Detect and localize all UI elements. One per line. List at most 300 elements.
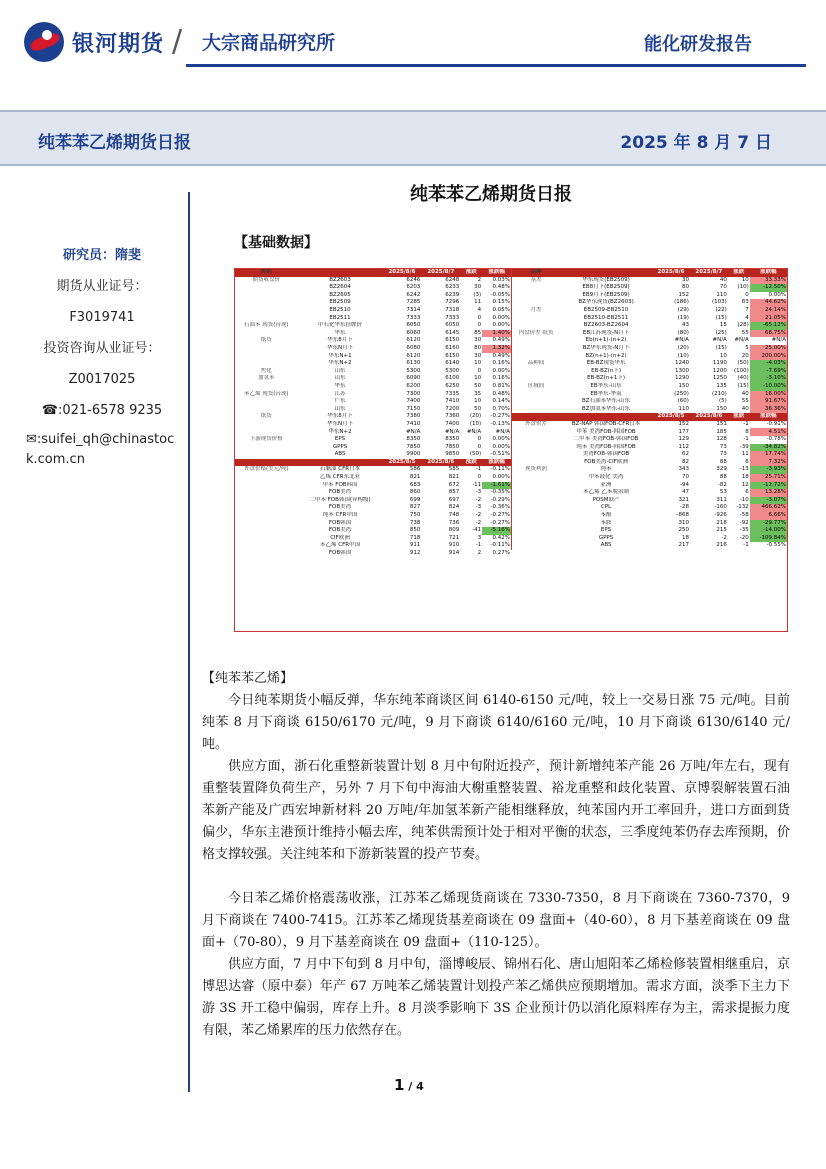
table-cell: 736	[448, 519, 460, 526]
table-cell: 0.00%	[492, 367, 510, 374]
table-row	[512, 383, 787, 391]
table-cell: 8	[745, 428, 749, 435]
table-cell: 80	[681, 284, 689, 291]
table-cell: 华东N+2	[328, 360, 352, 367]
table-cell: 850	[409, 527, 421, 534]
paragraph-bz-price: 今日纯苯期货小幅反弹，华东纯苯商谈区间 6140-6150 元/吨，较上一交易日涨 75 元/吨。目前纯苯 8 月下商谈 6150/6170 元/吨，9 月下商谈 6140/6160 元/吨，10 月下商谈 6130/6140 元/吨。	[202, 693, 790, 752]
table-cell: EB2509	[329, 299, 351, 306]
table-cell: 914	[448, 550, 460, 557]
table-cell: EB9月下(EB2509)	[582, 291, 630, 298]
table-cell: 218	[716, 519, 727, 526]
table-header-row	[512, 269, 787, 277]
table-cell: 30	[474, 352, 482, 359]
table-cell: POSM联产	[592, 496, 620, 503]
table-cell: 152	[678, 420, 689, 427]
table-cell: 6120	[406, 337, 421, 344]
table-cell: EB-BZ(n+1下)	[587, 375, 626, 382]
table-cell: 外盘价格(美元/吨)	[243, 466, 289, 473]
table-cell: 6140	[445, 360, 460, 367]
table-cell: 0.00%	[492, 474, 510, 481]
table-cell	[512, 428, 560, 436]
table-cell: 0	[745, 291, 749, 298]
table-cell: 6050	[445, 322, 460, 329]
table-cell: -926	[714, 512, 727, 519]
table-cell: 2025/8/6	[383, 269, 422, 277]
table-cell: 25.71%	[750, 474, 787, 482]
table-row	[512, 535, 787, 543]
table-row	[512, 284, 787, 292]
table-cell: -94	[679, 481, 689, 488]
table-cell	[235, 497, 298, 505]
table-cell: BZ石油苯华东-山东	[582, 398, 631, 405]
table-cell: 7300	[406, 390, 421, 397]
table-cell: 7150	[406, 405, 421, 412]
table-cell	[512, 284, 560, 292]
table-cell	[512, 413, 560, 421]
table-row	[512, 353, 787, 361]
table-cell: 华东N月下	[326, 344, 354, 351]
table-cell: -65.12%	[750, 322, 787, 330]
table-row	[235, 527, 511, 535]
table-cell: 苯乙烯 CFR中国	[320, 542, 361, 549]
table-cell: 860	[409, 489, 421, 496]
table-cell: 6246	[406, 276, 421, 283]
table-cell: BZ(n+1)-(n+2)	[585, 352, 627, 359]
table-cell: (25)	[715, 329, 727, 336]
table-cell: 215	[716, 527, 727, 534]
table-cell	[298, 459, 383, 467]
table-cell: 150	[716, 405, 727, 412]
table-row	[512, 292, 787, 300]
department-name: 能化研发报告	[644, 34, 752, 55]
table-cell: 7.32%	[750, 459, 787, 467]
table-cell: 10	[474, 375, 482, 382]
table-row	[512, 504, 787, 512]
table-row	[512, 315, 787, 323]
table-cell: 6	[745, 489, 749, 496]
table-cell: 343	[678, 466, 689, 473]
table-cell: 5300	[406, 367, 421, 374]
table-cell	[235, 550, 298, 558]
table-cell: 6090	[406, 375, 421, 382]
table-header-row	[235, 459, 511, 467]
table-cell: 0.42%	[492, 534, 510, 541]
table-cell: 7	[745, 307, 749, 314]
table-cell: 9900	[406, 451, 421, 458]
table-cell: 82	[681, 458, 689, 465]
table-cell: FOB美湾	[328, 527, 352, 534]
table-row	[235, 391, 511, 399]
table-cell: 华东N月下	[326, 420, 354, 427]
table-cell: 山东	[334, 405, 346, 412]
table-cell: #N/A	[466, 428, 482, 435]
table-cell: -0.27%	[490, 413, 510, 420]
institute-name: 大宗商品研究所	[202, 32, 336, 54]
researcher-name: 研究员：隋斐	[62, 248, 141, 263]
table-cell: BZ2604	[329, 284, 351, 291]
table-cell	[512, 322, 560, 330]
table-cell	[512, 398, 560, 406]
table-cell: -109.84%	[750, 535, 787, 543]
table-cell: 涨跌幅	[482, 459, 511, 467]
table-cell: 华东N+1	[328, 352, 352, 359]
section-bz-heading: 【纯苯苯乙烯】	[202, 671, 294, 686]
table-cell: 16.00%	[750, 391, 787, 399]
table-cell: 6160	[445, 344, 460, 351]
table-cell: 47	[681, 489, 689, 496]
table-cell	[512, 474, 560, 482]
table-row	[235, 466, 511, 474]
table-cell	[512, 444, 560, 452]
table-cell: EB2510-EB2511	[583, 314, 629, 321]
table-cell: 乙烯 CFR东北亚	[320, 474, 361, 481]
table-cell: 36.36%	[750, 406, 787, 414]
table-cell: -10.00%	[750, 383, 787, 391]
table-cell: 纯苯 CFR中国	[322, 512, 358, 519]
table-cell: 涨跌	[728, 413, 750, 421]
table-cell: 4	[745, 314, 749, 321]
table-row	[235, 315, 511, 323]
table-cell: 748	[448, 512, 460, 519]
table-cell: -5.16%	[482, 527, 511, 535]
table-cell	[512, 353, 560, 361]
table-cell: -2	[475, 496, 482, 503]
table-right	[511, 269, 787, 550]
table-cell: 涨跌	[728, 269, 750, 277]
table-cell: 0	[477, 436, 482, 443]
table-cell: 10	[474, 398, 482, 405]
basic-data-table	[234, 268, 788, 632]
table-cell: 70	[681, 474, 689, 481]
table-cell: EB江苏现货-N月下	[582, 329, 630, 336]
table-cell: 6248	[445, 276, 460, 283]
table-cell: 现货利润	[525, 466, 548, 473]
table-cell: 区域间	[527, 382, 545, 389]
table-cell: 0.16%	[492, 360, 510, 367]
table-cell: 150	[678, 382, 689, 389]
table-cell: 7410	[445, 398, 460, 405]
table-cell: 下游现货价格	[249, 436, 283, 443]
table-cell: -0.11%	[490, 542, 510, 549]
table-cell	[235, 360, 298, 368]
table-cell: 17.74%	[750, 451, 787, 459]
table-row	[235, 444, 511, 452]
table-cell: 6239	[445, 291, 460, 298]
table-row	[235, 504, 511, 512]
table-cell: -7.69%	[750, 368, 787, 376]
table-cell	[235, 345, 298, 353]
table-cell: 7410	[406, 420, 421, 427]
table-cell: -20	[739, 534, 749, 541]
table-cell: 85	[474, 329, 482, 336]
cert-label: 期货从业证号：	[56, 279, 148, 294]
table-row	[235, 299, 511, 307]
table-cell: 2025/8/7	[421, 269, 460, 277]
table-row	[512, 497, 787, 505]
table-cell: -0.05%	[490, 291, 510, 298]
table-cell	[235, 474, 298, 482]
table-cell: (19)	[677, 314, 689, 321]
table-cell: 纯苯 美湾FOB-韩国FOB	[576, 443, 636, 450]
table-cell: 华东现货(EB2509)	[582, 276, 630, 283]
table-cell	[235, 527, 298, 535]
table-row	[512, 489, 787, 497]
table-cell: 美湾FOB-韩国FOB	[582, 451, 630, 458]
table-cell: -1	[475, 542, 482, 549]
table-cell: -92	[739, 519, 749, 526]
table-row	[235, 413, 511, 421]
table-cell: 809	[448, 527, 460, 534]
table-cell: 纸货	[260, 337, 272, 344]
table-cell: (10)	[737, 284, 749, 291]
table-cell: -1.61%	[482, 482, 511, 490]
table-cell: 0	[477, 367, 482, 374]
table-cell: 涨跌	[460, 459, 482, 467]
table-cell: (80)	[677, 329, 689, 336]
table-cell: 1.40%	[482, 330, 511, 338]
table-cell: -2	[475, 512, 482, 519]
table-row	[235, 368, 511, 376]
table-cell: 15	[719, 322, 727, 329]
sidebar-divider	[188, 192, 190, 1092]
table-cell: 石脑油 CFR日本	[320, 466, 361, 473]
table-cell: 1300	[674, 367, 689, 374]
table-cell: 7380	[406, 413, 421, 420]
table-cell: 二甲苯 FOB韩国(异构级)	[309, 496, 371, 503]
table-cell: EB8月下(EB2509)	[582, 284, 630, 291]
table-cell: 纸货	[260, 413, 272, 420]
table-cell: -0.27%	[490, 512, 510, 519]
table-cell: 821	[448, 474, 460, 481]
table-cell: 0.27%	[492, 550, 510, 557]
table-cell: 21.05%	[750, 315, 787, 323]
table-cell: 0.05%	[492, 307, 510, 314]
table-cell: (210)	[712, 390, 727, 397]
paragraph-bz-supply: 供应方面，浙石化重整新装置计划 8 月中旬附近投产，预计新增纯苯产能 26 万吨/年左右，现有重整装置降负荷生产，另外 7 月下旬中海油大榭重整装置、裕龙重整和歧化装置、京博裂解装置石油苯新产能及广西宏坤新材料 20 万吨/年加氢苯新产能相继释放，纯苯国内开工率回升，进口方面到货偏少，华东主港预计维持小幅去库，纯苯供需预计处于相对平衡的状态，三季度纯苯仍存去库预期，价格支撑较强。关注纯苯和下游新装置的投产节奏。	[202, 759, 790, 862]
table-row	[235, 542, 511, 550]
table-cell: 6242	[406, 291, 421, 298]
table-cell: EB2509-EB2510	[583, 307, 629, 314]
table-cell: -3	[475, 504, 482, 511]
table-cell: 7200	[445, 405, 460, 412]
table-cell: 品种间	[527, 360, 545, 367]
table-cell: -13	[739, 466, 749, 473]
table-cell: 216	[716, 542, 727, 549]
table-cell	[512, 337, 560, 345]
table-cell: EB2511	[329, 314, 351, 321]
table-cell: 721	[448, 534, 460, 541]
table-cell: 88	[719, 474, 727, 481]
table-cell: ABS	[600, 542, 612, 549]
table-row	[235, 322, 511, 330]
table-cell: 70	[719, 284, 727, 291]
table-cell	[512, 504, 560, 512]
table-cell: 华东8月下	[327, 413, 353, 420]
table-row	[235, 535, 511, 543]
table-cell: 112	[678, 443, 689, 450]
table-cell: 9850	[445, 451, 460, 458]
table-cell: ABS	[334, 451, 346, 458]
table-cell: 7333	[406, 314, 421, 321]
table-cell: -29.77%	[750, 520, 787, 528]
table-cell: -3.93%	[750, 466, 787, 474]
table-row	[235, 550, 511, 558]
table-cell: 甲苯 美湾FOB-韩国FOB	[576, 428, 636, 435]
table-cell	[235, 315, 298, 323]
table-cell: 8350	[445, 436, 460, 443]
table-cell: -34.82%	[750, 444, 787, 452]
table-cell: 0	[477, 443, 482, 450]
table-row	[235, 330, 511, 338]
table-cell	[512, 542, 560, 550]
table-cell: 24.14%	[750, 307, 787, 315]
table-row	[512, 322, 787, 330]
table-cell: -10	[739, 496, 749, 503]
table-row	[512, 512, 787, 520]
table-cell: 0	[477, 474, 482, 481]
table-cell: (10)	[677, 352, 689, 359]
table-cell	[235, 535, 298, 543]
table-cell	[235, 512, 298, 520]
table-cell: 310	[678, 519, 689, 526]
table-cell: 山东	[334, 367, 346, 374]
table-cell: BZ华东现货-N月下	[582, 344, 630, 351]
table-cell: 0.48%	[492, 390, 510, 397]
table-cell: -0.55%	[766, 542, 786, 549]
table-cell: -41	[472, 527, 482, 534]
table-cell: #N/A	[495, 428, 510, 435]
table-cell: 857	[448, 489, 460, 496]
table-cell: -0.78%	[766, 436, 786, 443]
table-cell	[235, 307, 298, 315]
table-cell: 18	[681, 534, 689, 541]
table-row	[512, 451, 787, 459]
table-cell: (60)	[677, 398, 689, 405]
table-cell: (100)	[733, 367, 749, 374]
table-cell: -12.50%	[750, 284, 787, 292]
table-cell: 10	[741, 276, 749, 283]
table-cell: 466.62%	[750, 504, 787, 512]
table-cell: 6200	[406, 382, 421, 389]
table-cell: 1190	[712, 360, 727, 367]
table-cell: EPS	[600, 527, 612, 534]
table-cell	[235, 504, 298, 512]
table-cell: (29)	[677, 307, 689, 314]
table-cell: 外盘价差	[525, 420, 548, 427]
table-cell: #N/A	[712, 337, 727, 344]
table-cell: 80	[474, 344, 482, 351]
table-cell: 7296	[445, 299, 460, 306]
table-cell	[512, 436, 560, 444]
table-cell: -160	[714, 504, 727, 511]
table-cell: -1	[743, 542, 749, 549]
table-cell: 152	[678, 291, 689, 298]
table-cell: 151	[716, 420, 727, 427]
table-row	[512, 337, 787, 345]
table-cell: 128	[716, 436, 727, 443]
table-cell: 10	[719, 352, 727, 359]
table-cell: 亚洲	[600, 481, 612, 488]
table-cell: EB-BZ(n下)	[591, 367, 621, 374]
table-cell: 7360	[445, 413, 460, 420]
table-row	[512, 398, 787, 406]
table-cell	[512, 520, 560, 528]
table-cell: 加氢苯	[258, 375, 275, 382]
table-cell	[560, 269, 652, 277]
table-cell: 43	[681, 322, 689, 329]
table-cell: 5	[745, 344, 749, 351]
table-cell: 73	[719, 451, 727, 458]
report-date: 2025 年 8 月 7 日	[620, 133, 772, 153]
table-cell: 821	[409, 474, 421, 481]
table-cell: -11	[472, 481, 482, 488]
table-cell: 7318	[445, 307, 460, 314]
table-cell: 2025/8/6	[652, 269, 690, 277]
table-cell: BZ加氢苯华东-山东	[582, 405, 631, 412]
table-cell: #N/A	[444, 428, 460, 435]
table-cell: 苯酚	[600, 512, 612, 519]
table-cell: -1	[743, 420, 749, 427]
table-cell: 基差	[530, 276, 542, 283]
table-cell: 0.14%	[492, 398, 510, 405]
table-cell: -0.11%	[490, 466, 510, 473]
table-cell: 6080	[406, 344, 421, 351]
table-header-row	[235, 269, 511, 277]
table-row	[512, 368, 787, 376]
table-row	[235, 482, 511, 490]
table-cell: 827	[409, 504, 421, 511]
table-cell: 0.15%	[492, 299, 510, 306]
table-cell: (3)	[473, 291, 482, 298]
table-cell: 40	[741, 390, 749, 397]
table-cell: -0.13%	[490, 420, 510, 427]
cert-number: F3019741	[69, 310, 135, 325]
table-cell: -0.29%	[490, 496, 510, 503]
table-left	[235, 269, 511, 558]
table-cell: -3.10%	[750, 375, 787, 383]
table-row	[235, 451, 511, 459]
table-cell: 35	[474, 390, 482, 397]
paragraph-eb-price: 今日苯乙烯价格震荡收涨，江苏苯乙烯现货商谈在 7330-7350，8 月下商谈在 7360-7370，9 月下商谈在 7400-7415。江苏苯乙烯现货基差商谈在 09 盘面+（40-60），8 月下基差商谈在 09 盘面+（70-80），9 月下基差商谈在 09 盘面+（110-125）。	[202, 891, 790, 950]
table-cell: 6130	[406, 360, 421, 367]
table-cell: -0.36%	[490, 504, 510, 511]
table-cell: BZ2603	[329, 276, 351, 283]
table-cell: 177	[678, 428, 689, 435]
table-row	[235, 353, 511, 361]
table-cell: 6145	[445, 329, 460, 336]
table-cell: 7400	[445, 420, 460, 427]
page-current: 1	[394, 1076, 405, 1094]
table-cell: 7850	[445, 443, 460, 450]
galaxy-logo-icon	[24, 22, 64, 62]
table-cell: 12	[741, 481, 749, 488]
table-row	[512, 360, 787, 368]
table-cell: FOB韩国	[328, 550, 352, 557]
table-cell	[298, 269, 383, 277]
table-cell: 6120	[406, 352, 421, 359]
table-cell: CIF欧洲	[330, 534, 350, 541]
table-cell: 期货收盘价	[252, 276, 281, 283]
table-cell	[235, 406, 298, 414]
table-cell: 672	[448, 481, 460, 488]
table-cell: 0	[477, 314, 482, 321]
table-cell: (5)	[719, 398, 727, 405]
table-cell: EPS	[334, 436, 346, 443]
table-cell: 11	[741, 451, 749, 458]
table-cell: 甲苯歧化 美湾	[588, 474, 624, 481]
table-cell: #N/A	[771, 337, 786, 344]
table-cell	[235, 383, 298, 391]
